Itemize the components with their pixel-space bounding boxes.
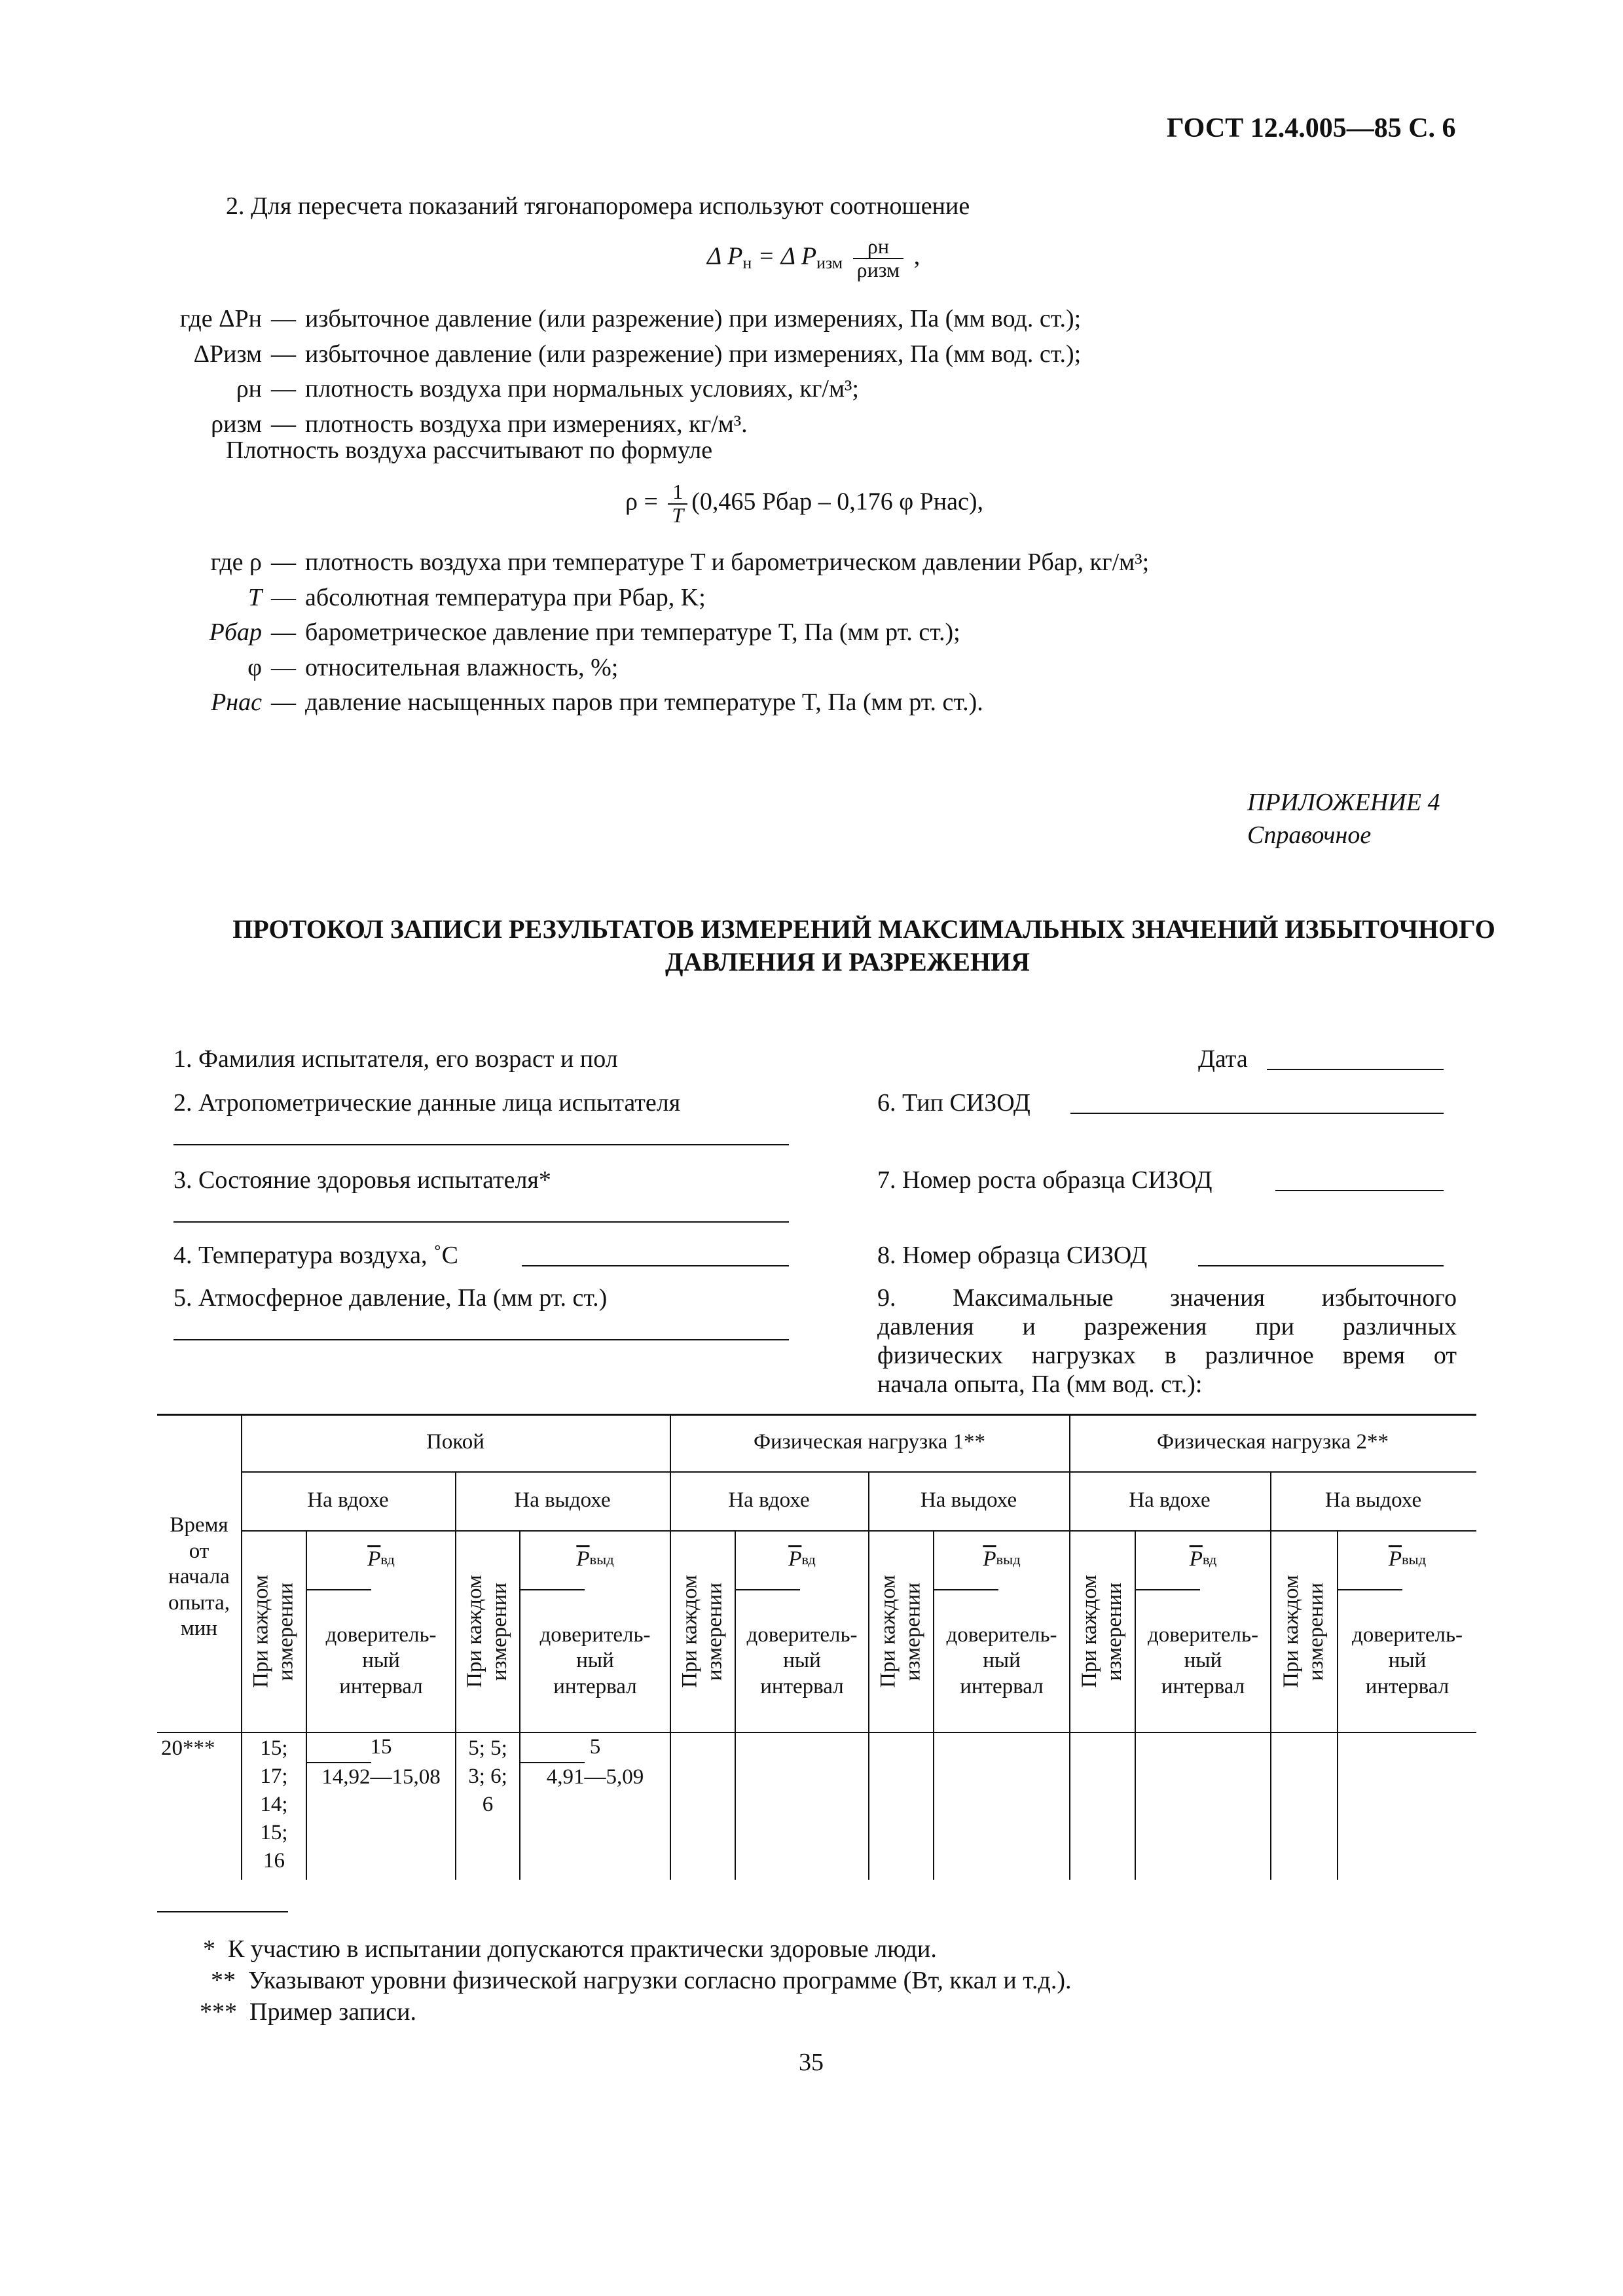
footnote-text: Указывают уровни физической нагрузки согласно программе (Вт, ккал и т.д.). <box>248 1967 1072 1994</box>
field-atmospheric-pressure-line[interactable] <box>173 1339 789 1340</box>
footnote-3 <box>200 1997 416 2028</box>
formula2-lhs: ρ = <box>625 488 658 516</box>
field-health-label: 3. Состояние здоровья испытателя* <box>173 1166 551 1194</box>
definition-row <box>151 547 1149 583</box>
group-header-load1: Физическая нагрузка 1** <box>753 1430 986 1454</box>
formula1-tail: , <box>907 242 921 270</box>
definition-text: избыточное давление (или разрежение) при измерениях, Па (мм вод. ст.); <box>305 305 1082 332</box>
formula1-fraction <box>853 236 904 281</box>
footnote-2 <box>211 1965 1071 1997</box>
confidence-interval-header: доверитель- ный интервал <box>946 1623 1057 1698</box>
formula-air-density <box>625 481 983 526</box>
item9-line3: физических нагрузках в различное время от <box>877 1342 1457 1369</box>
definition-row <box>151 583 1149 618</box>
p-symbol: $\overline{P}$ <box>1388 1547 1402 1571</box>
footnote-text: Пример записи. <box>249 1998 416 2026</box>
field-anthropometric-line[interactable] <box>173 1144 789 1145</box>
dash: — <box>271 619 296 646</box>
protocol-title-line2: ДАВЛЕНИЯ И РАЗРЕЖЕНИЯ <box>665 947 1030 977</box>
formula1-denominator: ρизм <box>856 257 900 281</box>
item2-intro: 2. Для пересчета показаний тягонапоромера используют соотношение <box>226 192 970 220</box>
footnote-mark: * <box>203 1935 215 1963</box>
measurements-table <box>157 1414 1476 1880</box>
formula2-body: (0,465 Pбар – 0,176 φ Pнас), <box>691 488 983 516</box>
definition-text: относительная влажность, %; <box>305 653 619 681</box>
row-exhale-ci: 4,91—5,09 <box>546 1765 644 1789</box>
phase-header-exhale: На выдохе <box>1324 1488 1422 1513</box>
field-sizod-size-line[interactable] <box>1275 1190 1444 1191</box>
dash: — <box>271 689 296 716</box>
formula1-lhs-sub: н <box>742 253 752 272</box>
confidence-interval-header: доверитель- ный интервал <box>1351 1623 1463 1698</box>
time-header-line: опыта, <box>168 1590 230 1615</box>
formula2-denominator: T <box>672 503 684 527</box>
confidence-interval-header: доверитель- ный интервал <box>1147 1623 1259 1698</box>
p-symbol: $\overline{P}$ <box>576 1547 590 1571</box>
group-header-rest: Покой <box>426 1430 484 1454</box>
phase-header-exhale: На выдохе <box>920 1488 1017 1513</box>
definition-text: избыточное давление (или разрежение) при измерениях, Па (мм вод. ст.); <box>305 340 1082 368</box>
time-header-line: Время <box>170 1513 228 1537</box>
field-air-temperature-label: 4. Температура воздуха, ˚С <box>173 1242 458 1269</box>
definitions-formula1 <box>151 304 1081 444</box>
definition-text: давление насыщенных паров при температуре T, Па (мм рт. ст.). <box>305 689 983 716</box>
each-measurement-header: При каждом измерении <box>463 1575 511 1689</box>
definition-symbol: T <box>247 583 262 611</box>
density-intro: Плотность воздуха рассчитывают по формуле <box>226 437 713 464</box>
mean-exhale-header: $\overline{P}$ выд <box>520 1530 670 1589</box>
definition-text: плотность воздуха при измерениях, кг/м³. <box>305 410 748 438</box>
time-header-line: начала <box>168 1565 230 1589</box>
definition-row <box>151 304 1081 339</box>
row-time: 20*** <box>161 1736 215 1761</box>
confidence-interval-header: доверитель- ный интервал <box>325 1623 437 1698</box>
mean-exhale-header: $\overline{P}$ выд <box>934 1530 1069 1589</box>
each-measurement-header: При каждом измерении <box>1078 1575 1126 1689</box>
phase-header-inhale: На вдохе <box>728 1488 810 1513</box>
each-measurement-header: При каждом измерении <box>876 1575 925 1689</box>
footnote-mark: *** <box>200 1998 237 2026</box>
field-date-label: Дата <box>1198 1045 1248 1073</box>
row-exhale-values: 5; 5; 3; 6; 6 <box>468 1736 507 1816</box>
standard-header: ГОСТ 12.4.005—85 С. 6 <box>1167 113 1456 143</box>
dash: — <box>271 410 296 438</box>
time-header-line: от <box>189 1539 210 1563</box>
field-sizod-number-line[interactable] <box>1198 1265 1444 1266</box>
field-tester-name-label: 1. Фамилия испытателя, его возраст и пол <box>173 1045 618 1073</box>
definition-symbol: где ρ <box>210 548 262 576</box>
field-date-line[interactable] <box>1267 1069 1444 1070</box>
definition-symbol: Pбар <box>209 619 262 646</box>
footnote-1 <box>203 1934 937 1965</box>
field-sizod-type-label: 6. Тип СИЗОД <box>877 1089 1030 1117</box>
definition-row <box>151 653 1149 688</box>
appendix-kind: Справочное <box>1247 821 1372 849</box>
field-air-temperature-line[interactable] <box>522 1265 789 1266</box>
formula-pressure-conversion <box>707 236 920 281</box>
phase-header-inhale: На вдохе <box>307 1488 389 1513</box>
definitions-formula2 <box>151 547 1149 723</box>
item9-line1: 9. Максимальные значения избыточного <box>877 1284 1457 1312</box>
dash: — <box>271 583 296 611</box>
definition-symbol: Pнас <box>211 689 262 716</box>
phase-header-inhale: На вдохе <box>1129 1488 1211 1513</box>
mean-inhale-header: $\overline{P}$ вд <box>1136 1530 1270 1589</box>
page-number: 35 <box>799 2049 824 2076</box>
p-symbol: $\overline{P}$ <box>1189 1547 1203 1571</box>
formula2-numerator: 1 <box>668 481 687 505</box>
definition-text: барометрическое давление при температуре T, Па (мм рт. ст.); <box>305 619 960 646</box>
dash: — <box>271 305 296 332</box>
row-exhale-mean: 5 <box>589 1735 601 1759</box>
formula1-eq-sub: изм <box>816 253 843 272</box>
field-anthropometric-label: 2. Атропометрические данные лица испытателя <box>173 1089 681 1117</box>
confidence-interval-header: доверитель- ный интервал <box>539 1623 651 1698</box>
field-atmospheric-pressure-label: 5. Атмосферное давление, Па (мм рт. ст.) <box>173 1284 608 1312</box>
p-symbol: $\overline{P}$ <box>367 1547 381 1571</box>
footnote-text: К участию в испытании допускаются практически здоровые люди. <box>228 1935 937 1963</box>
time-header <box>157 1499 241 1656</box>
each-measurement-header: При каждом измерении <box>1279 1575 1328 1689</box>
group-header-load2: Физическая нагрузка 2** <box>1156 1430 1389 1454</box>
definition-row <box>151 687 1149 723</box>
definition-symbol: ρн <box>236 375 262 403</box>
field-sizod-type-line[interactable] <box>1070 1113 1444 1114</box>
dash: — <box>271 548 296 576</box>
dash: — <box>271 653 296 681</box>
confidence-interval-header: доверитель- ный интервал <box>746 1623 858 1698</box>
dash: — <box>271 340 296 368</box>
mean-exhale-header: $\overline{P}$ выд <box>1338 1530 1476 1589</box>
mean-inhale-header: $\overline{P}$ вд <box>736 1530 868 1589</box>
definition-row <box>151 374 1081 409</box>
row-inhale-values: 15; 17; 14; 15; 16 <box>260 1736 288 1873</box>
p-symbol: $\overline{P}$ <box>983 1547 996 1571</box>
definition-text: плотность воздуха при температуре T и барометрическом давлении Pбар, кг/м³; <box>305 548 1150 576</box>
field-sizod-number-label: 8. Номер образца СИЗОД <box>877 1242 1148 1269</box>
definition-symbol: ΔPизм <box>193 340 262 368</box>
item9-line2: давления и разрежения при различных <box>877 1313 1457 1340</box>
definition-symbol: ρизм <box>211 410 262 438</box>
field-sizod-size-label: 7. Номер роста образца СИЗОД <box>877 1166 1213 1194</box>
definition-row <box>151 617 1149 653</box>
formula1-lhs: Δ P <box>707 242 743 270</box>
each-measurement-header: При каждом измерении <box>249 1575 298 1689</box>
definition-symbol: φ <box>247 653 262 681</box>
p-symbol: $\overline{P}$ <box>788 1547 802 1571</box>
mean-inhale-header: $\overline{P}$ вд <box>307 1530 455 1589</box>
time-header-line: мин <box>180 1617 218 1641</box>
formula2-fraction <box>668 481 687 526</box>
field-health-line[interactable] <box>173 1221 789 1223</box>
footnote-mark: ** <box>211 1967 236 1994</box>
definition-text: абсолютная температура при Pбар, K; <box>305 583 706 611</box>
footnote-separator <box>157 1911 288 1912</box>
appendix-label: ПРИЛОЖЕНИЕ 4 <box>1247 789 1440 816</box>
row-inhale-ci: 14,92—15,08 <box>321 1765 441 1789</box>
formula1-numerator: ρн <box>853 236 904 259</box>
definition-symbol: где ΔPн <box>179 305 262 332</box>
item9-line4: начала опыта, Па (мм вод. ст.): <box>877 1371 1203 1398</box>
definition-row <box>151 339 1081 374</box>
dash: — <box>271 375 296 403</box>
protocol-title-line1: ПРОТОКОЛ ЗАПИСИ РЕЗУЛЬТАТОВ ИЗМЕРЕНИЙ МАКСИМАЛЬНЫХ ЗНАЧЕНИЙ ИЗБЫТОЧНОГО <box>232 914 1495 944</box>
phase-header-exhale: На выдохе <box>514 1488 611 1513</box>
row-inhale-mean: 15 <box>370 1735 392 1759</box>
definition-text: плотность воздуха при нормальных условиях, кг/м³; <box>305 375 859 403</box>
each-measurement-header: При каждом измерении <box>678 1575 727 1689</box>
formula1-eq: = Δ P <box>752 242 817 270</box>
